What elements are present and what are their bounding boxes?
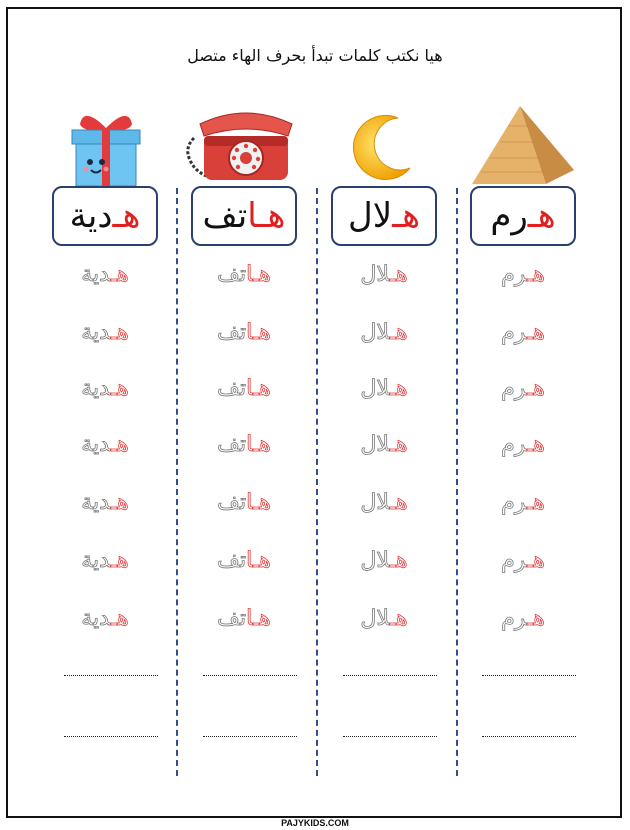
word-box-hilal bbox=[331, 186, 437, 246]
column-divider bbox=[176, 188, 178, 776]
trace-rest: دية bbox=[81, 606, 111, 631]
trace-first-letter: هـا bbox=[246, 320, 271, 345]
trace-first-letter: هـا bbox=[246, 548, 271, 573]
trace-rest: رم bbox=[501, 548, 527, 573]
trace-first-letter: هـ bbox=[526, 548, 545, 573]
trace-first-letter: هـا bbox=[246, 432, 271, 457]
writing-line[interactable] bbox=[343, 675, 437, 676]
trace-first-letter: هـ bbox=[389, 262, 408, 287]
crescent-moon-icon bbox=[350, 112, 416, 182]
trace-rest: دية bbox=[81, 320, 111, 345]
trace-first-letter: هـ bbox=[110, 606, 129, 631]
trace-word bbox=[52, 320, 158, 345]
trace-rest: تف bbox=[217, 320, 247, 345]
telephone-icon bbox=[182, 106, 304, 186]
trace-first-letter: هـ bbox=[110, 490, 129, 515]
trace-first-letter: هـ bbox=[389, 376, 408, 401]
word-box-hatif bbox=[191, 186, 297, 246]
trace-word bbox=[470, 432, 576, 457]
word-first-letter: هـ bbox=[527, 196, 556, 236]
trace-first-letter: هـ bbox=[526, 606, 545, 631]
trace-word bbox=[52, 606, 158, 631]
writing-line[interactable] bbox=[64, 736, 158, 737]
writing-line[interactable] bbox=[482, 736, 576, 737]
trace-word bbox=[470, 376, 576, 401]
trace-word bbox=[331, 606, 437, 631]
column-divider bbox=[456, 188, 458, 776]
trace-first-letter: هـ bbox=[389, 548, 408, 573]
trace-word bbox=[191, 320, 297, 345]
trace-word bbox=[331, 376, 437, 401]
trace-rest: لال bbox=[360, 432, 390, 457]
trace-rest: دية bbox=[81, 490, 111, 515]
trace-rest: تف bbox=[217, 548, 247, 573]
word-box-haram bbox=[470, 186, 576, 246]
trace-first-letter: هـ bbox=[110, 432, 129, 457]
writing-line[interactable] bbox=[343, 736, 437, 737]
trace-word bbox=[191, 548, 297, 573]
trace-word bbox=[331, 548, 437, 573]
trace-rest: رم bbox=[501, 432, 527, 457]
trace-word bbox=[191, 432, 297, 457]
trace-rest: دية bbox=[81, 262, 111, 287]
trace-first-letter: هـ bbox=[389, 490, 408, 515]
trace-first-letter: هـ bbox=[526, 320, 545, 345]
trace-word bbox=[191, 606, 297, 631]
trace-first-letter: هـ bbox=[526, 432, 545, 457]
trace-first-letter: هـ bbox=[526, 262, 545, 287]
trace-word bbox=[331, 490, 437, 515]
trace-word bbox=[191, 490, 297, 515]
pyramid-icon bbox=[468, 104, 578, 186]
trace-word bbox=[470, 548, 576, 573]
trace-first-letter: هـ bbox=[389, 606, 408, 631]
trace-rest: دية bbox=[81, 376, 111, 401]
writing-line[interactable] bbox=[482, 675, 576, 676]
trace-rest: لال bbox=[360, 320, 390, 345]
word-first-letter: هـ bbox=[112, 196, 141, 236]
trace-word bbox=[52, 548, 158, 573]
trace-word bbox=[470, 262, 576, 287]
trace-word bbox=[331, 262, 437, 287]
trace-first-letter: هـ bbox=[526, 376, 545, 401]
trace-word bbox=[470, 320, 576, 345]
trace-rest: لال bbox=[360, 376, 390, 401]
trace-first-letter: هـا bbox=[246, 262, 271, 287]
column-divider bbox=[316, 188, 318, 776]
trace-first-letter: هـا bbox=[246, 376, 271, 401]
footer-brand bbox=[0, 811, 630, 830]
trace-word bbox=[52, 490, 158, 515]
trace-rest: تف bbox=[217, 376, 247, 401]
writing-line[interactable] bbox=[203, 675, 297, 676]
trace-word bbox=[52, 376, 158, 401]
word-first-letter: هـ bbox=[392, 196, 420, 236]
trace-word bbox=[470, 490, 576, 515]
word-rest: رم bbox=[490, 196, 528, 236]
trace-rest: لال bbox=[360, 490, 390, 515]
trace-first-letter: هـ bbox=[110, 376, 129, 401]
trace-word bbox=[52, 262, 158, 287]
trace-rest: تف bbox=[217, 262, 247, 287]
footer-text: PAJYKIDS.COM bbox=[277, 818, 353, 828]
trace-first-letter: هـا bbox=[246, 606, 271, 631]
trace-word bbox=[191, 262, 297, 287]
trace-rest: رم bbox=[501, 262, 527, 287]
trace-first-letter: هـ bbox=[526, 490, 545, 515]
trace-rest: رم bbox=[501, 320, 527, 345]
trace-first-letter: هـ bbox=[389, 320, 408, 345]
trace-word bbox=[52, 432, 158, 457]
trace-first-letter: هـ bbox=[389, 432, 408, 457]
trace-word bbox=[191, 376, 297, 401]
trace-rest: رم bbox=[501, 490, 527, 515]
writing-line[interactable] bbox=[203, 736, 297, 737]
trace-rest: لال bbox=[360, 548, 390, 573]
trace-rest: رم bbox=[501, 606, 527, 631]
trace-rest: لال bbox=[360, 606, 390, 631]
gift-box-icon bbox=[62, 112, 150, 188]
word-box-hadiya bbox=[52, 186, 158, 246]
trace-word bbox=[331, 432, 437, 457]
word-rest: دية bbox=[69, 196, 113, 236]
trace-first-letter: هـ bbox=[110, 262, 129, 287]
word-rest: لال bbox=[348, 196, 393, 236]
trace-rest: تف bbox=[217, 490, 247, 515]
trace-rest: رم bbox=[501, 376, 527, 401]
trace-rest: لال bbox=[360, 262, 390, 287]
page-title: هيا نكتب كلمات تبدأ بحرف الهاء متصل bbox=[187, 46, 443, 65]
trace-word bbox=[331, 320, 437, 345]
trace-first-letter: هـ bbox=[110, 548, 129, 573]
trace-first-letter: هـا bbox=[246, 490, 271, 515]
trace-word bbox=[470, 606, 576, 631]
trace-rest: دية bbox=[81, 548, 111, 573]
word-rest: تف bbox=[202, 196, 248, 236]
trace-rest: تف bbox=[217, 432, 247, 457]
trace-rest: دية bbox=[81, 432, 111, 457]
trace-first-letter: هـ bbox=[110, 320, 129, 345]
writing-line[interactable] bbox=[64, 675, 158, 676]
word-first-letter: هـا bbox=[247, 196, 286, 236]
trace-rest: تف bbox=[217, 606, 247, 631]
